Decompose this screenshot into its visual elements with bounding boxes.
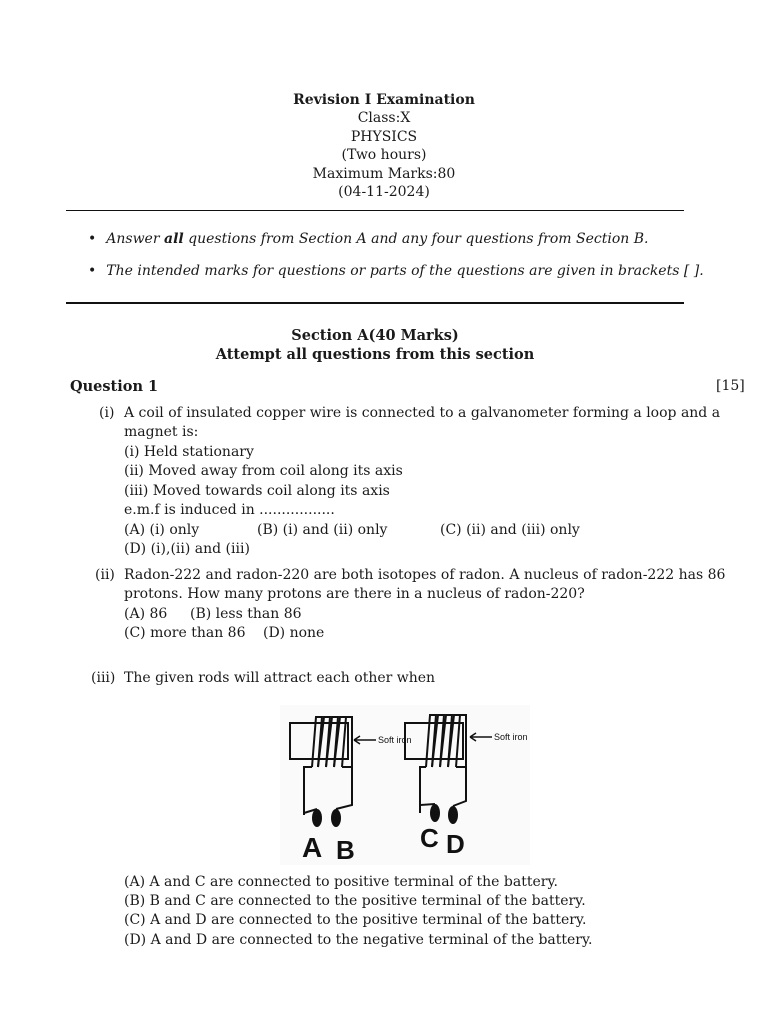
question-text: magnet is: [124,424,199,440]
subquestion-number: (ii) [95,567,115,583]
terminal-c [430,804,440,822]
soft-iron-label-right: Soft iron [494,732,528,742]
header-divider [66,210,684,211]
label-a: A [302,832,323,863]
answer-option: (C) (ii) and (iii) only [440,522,580,538]
section-heading [0,326,750,364]
label-c: C [420,823,439,853]
answer-option: (B) B and C are connected to the positive terminal of the battery. [124,893,586,909]
label-d: D [446,829,465,859]
question-text: (iii) Moved towards coil along its axis [124,483,390,499]
terminal-a [312,809,322,827]
bullet-icon: • [88,263,97,279]
electromagnet-rods-figure [280,705,530,865]
subquestion-number: (i) [99,405,115,421]
bullet-icon: • [88,231,97,247]
question-text: protons. How many protons are there in a nucleus of radon-220? [124,586,585,602]
answer-option: (B) less than 86 [190,606,302,622]
soft-iron-label-left: Soft iron [378,735,412,745]
question-text: A coil of insulated copper wire is connected to a galvanometer forming a loop and a [124,405,721,421]
question-label: Question 1 [70,378,159,395]
exam-header [0,91,768,201]
instruction-1-bold: all [164,231,184,247]
question-text: e.m.f is induced in ................. [124,502,335,518]
exam-class: Class:X [357,110,411,127]
answer-option: (C) more than 86 [124,625,246,641]
exam-subject: PHYSICS [350,128,418,145]
subquestion-number: (iii) [91,670,116,686]
instruction-1 [88,231,649,247]
question-marks: [15] [716,378,745,394]
answer-option: (D) (i),(ii) and (iii) [124,541,250,557]
exam-duration: (Two hours) [341,147,427,164]
answer-option: (A) A and C are connected to positive terminal of the battery. [124,874,558,890]
answer-option: (A) (i) only [124,522,200,538]
section-subtitle: Attempt all questions from this section [215,346,535,363]
instruction-1-post: questions from Section A and any four questions from Section B. [183,231,649,247]
question-text: The given rods will attract each other when [124,670,436,686]
terminal-b [331,809,341,827]
answer-option: (A) 86 [124,606,168,622]
question-text: (ii) Moved away from coil along its axis [124,463,403,479]
answer-option: (D) none [263,625,325,641]
instructions-divider [66,302,684,304]
instruction-2 [88,263,704,279]
section-title: Section A(40 Marks) [291,327,459,344]
answer-option: (B) (i) and (ii) only [257,522,388,538]
answer-option: (D) A and D are connected to the negative terminal of the battery. [124,932,593,948]
terminal-d [448,806,458,824]
answer-option: (C) A and D are connected to the positive terminal of the battery. [124,912,587,928]
exam-max-marks: Maximum Marks:80 [312,165,456,182]
question-text: (i) Held stationary [124,444,254,460]
question-text: Radon-222 and radon-220 are both isotopes of radon. A nucleus of radon-222 has 86 [124,567,726,583]
instruction-1-pre: Answer [106,231,164,247]
label-b: B [336,835,355,865]
instruction-2-text: The intended marks for questions or parts of the questions are given in brackets [ ]. [106,263,704,279]
exam-date: (04-11-2024) [338,184,430,201]
exam-title: Revision I Examination [293,92,475,108]
